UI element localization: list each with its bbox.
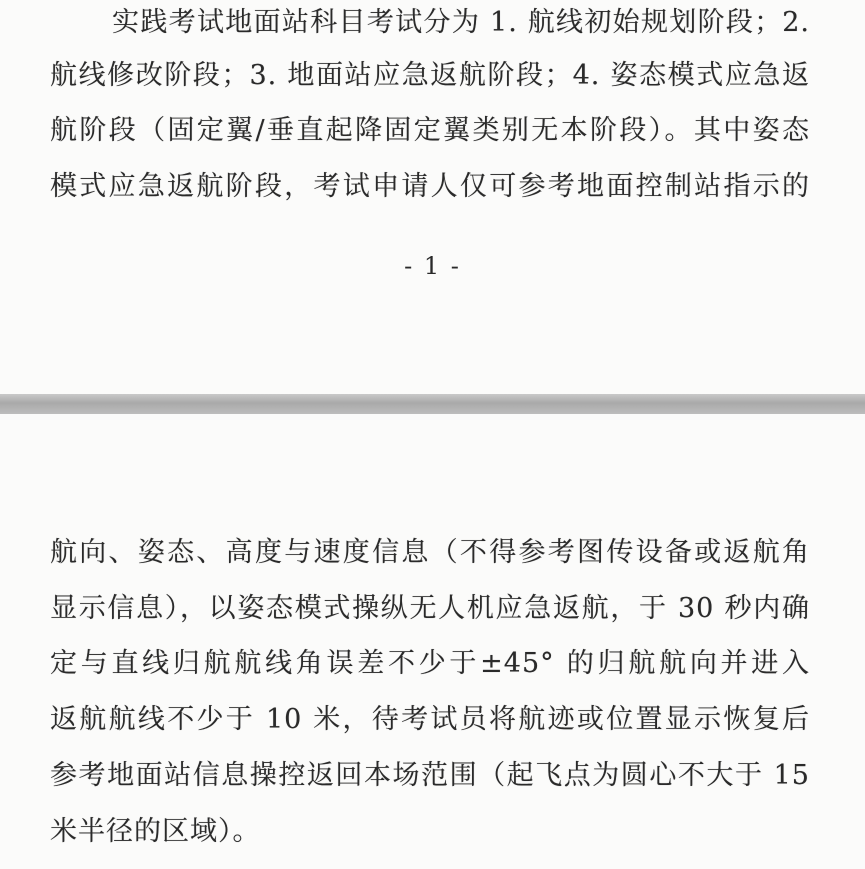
document-page-top xyxy=(0,0,865,394)
paragraph-line: 返航航线不少于 10 米，待考试员将航迹或位置显示恢复后 xyxy=(50,704,810,735)
paragraph-line: 显示信息），以姿态模式操纵无人机应急返航，于 30 秒内确 xyxy=(50,593,810,624)
paragraph-line: 定与直线归航航线角误差不少于±45° 的归航航向并进入 xyxy=(50,648,810,679)
document-page-bottom xyxy=(0,414,865,869)
page-number: - 1 - xyxy=(404,252,461,280)
paragraph-line: 米半径的区域）。 xyxy=(50,816,261,847)
paragraph-line: 航线修改阶段；3. 地面站应急返航阶段；4. 姿态模式应急返 xyxy=(50,60,810,91)
paragraph-line: 航向、姿态、高度与速度信息（不得参考图传设备或返航角 xyxy=(50,537,810,568)
paragraph-line: 参考地面站信息操控返回本场范围（起飞点为圆心不大于 15 xyxy=(50,760,810,791)
paragraph-line: 航阶段（固定翼/垂直起降固定翼类别无本阶段）。其中姿态 xyxy=(50,115,810,146)
paragraph-line: 实践考试地面站科目考试分为 1. 航线初始规划阶段；2. xyxy=(112,7,810,38)
paragraph-line: 模式应急返航阶段，考试申请人仅可参考地面控制站指示的 xyxy=(50,171,810,202)
page-separator xyxy=(0,394,865,414)
